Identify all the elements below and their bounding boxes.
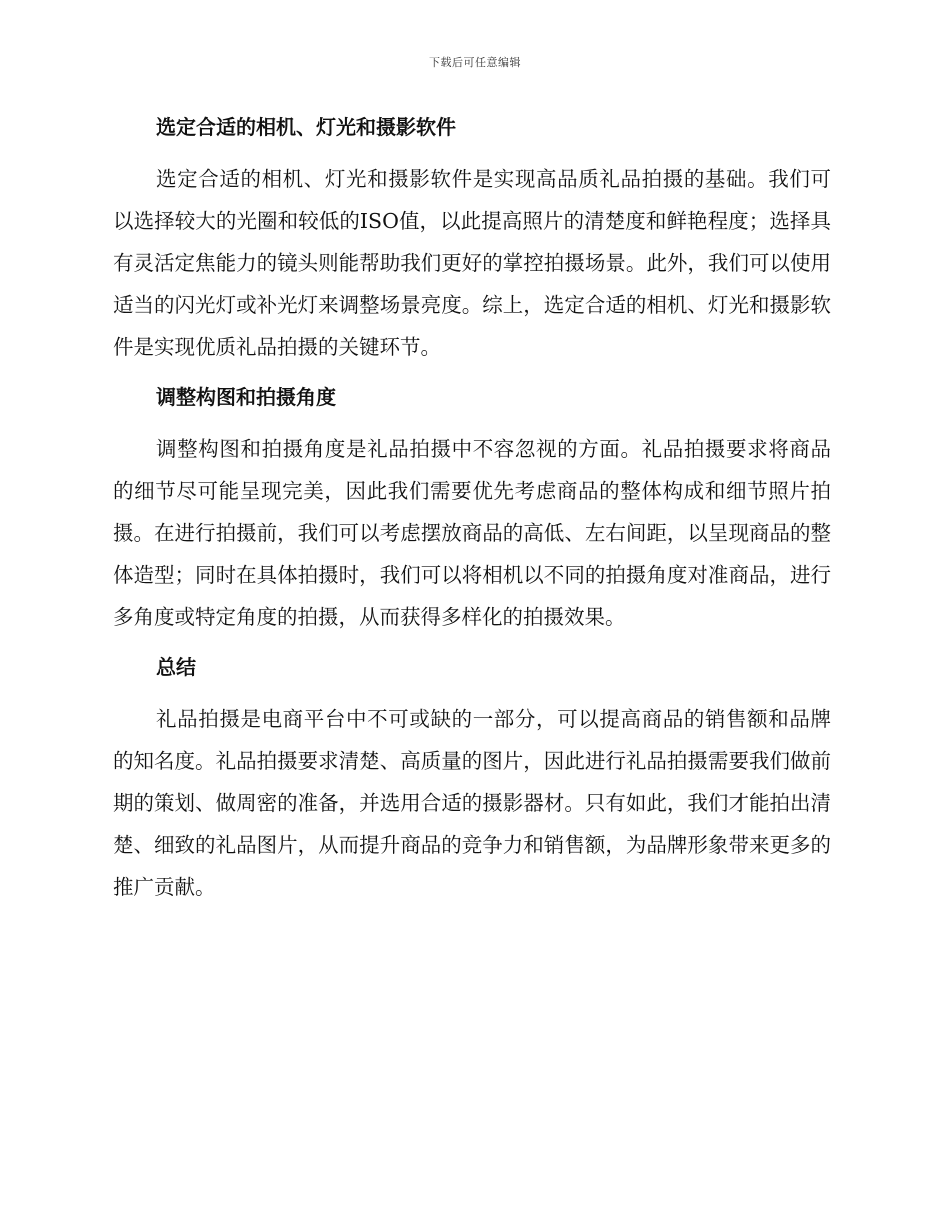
section-title-composition: 调整构图和拍摄角度 (156, 385, 336, 409)
section-title-equipment: 选定合适的相机、灯光和摄影软件 (156, 115, 456, 139)
section-paragraph-equipment: 选定合适的相机、灯光和摄影软件是实现高品质礼品拍摄的基础。我们可以选择较大的光圈和较低的ISO值，以此提高照片的清楚度和鲜艳程度；选择具有灵活定焦能力的镜头则能帮助我们更好的掌控拍摄场景。此外，我们可以使用适当的闪光灯或补光灯来调整场景亮度。综上，选定合适的相机、灯光和摄影软件是实现优质礼品拍摄的关键环节。 (113, 167, 831, 359)
page-header: 下载后可任意编辑 (429, 56, 521, 69)
section-title-summary: 总结 (156, 655, 196, 679)
document-body (113, 110, 831, 908)
section-paragraph-summary: 礼品拍摄是电商平台中不可或缺的一部分，可以提高商品的销售额和品牌的知名度。礼品拍摄要求清楚、高质量的图片，因此进行礼品拍摄需要我们做前期的策划、做周密的准备，并选用合适的摄影器材。只有如此，我们才能拍出清楚、细致的礼品图片，从而提升商品的竞争力和销售额，为品牌形象带来更多的推广贡献。 (113, 707, 831, 899)
section-paragraph-composition: 调整构图和拍摄角度是礼品拍摄中不容忽视的方面。礼品拍摄要求将商品的细节尽可能呈现完美，因此我们需要优先考虑商品的整体构成和细节照片拍摄。在进行拍摄前，我们可以考虑摆放商品的高低、左右间距，以呈现商品的整体造型；同时在具体拍摄时，我们可以将相机以不同的拍摄角度对准商品，进行多角度或特定角度的拍摄，从而获得多样化的拍摄效果。 (113, 437, 831, 629)
